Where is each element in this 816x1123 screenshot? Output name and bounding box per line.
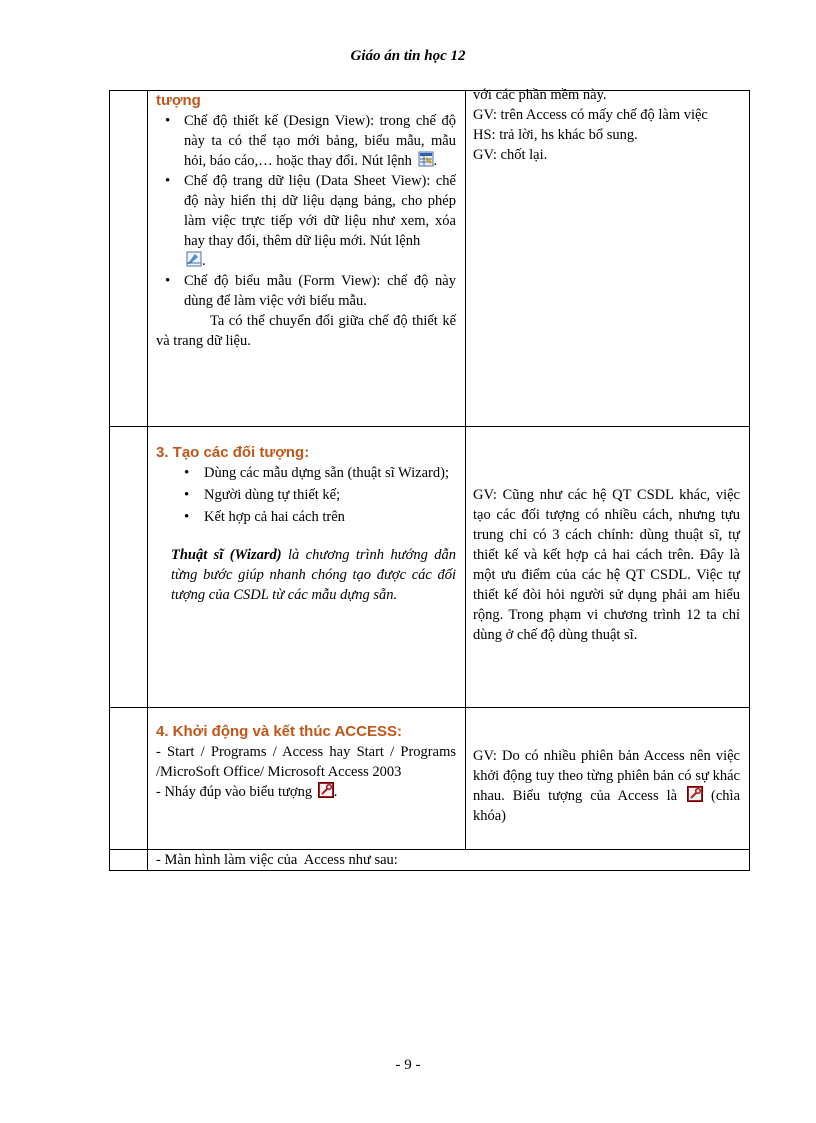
paragraph: - Nháy đúp vào biểu tượng . [156,784,338,800]
wizard-note: Thuật sĩ (Wizard) là chương trình hướng dẫn từng bước giúp nhanh chóng tạo được các đối tượng của CSDL từ các mẫu dựng sẵn. [171,547,456,603]
list-item: • Chế độ trang dữ liệu (Data Sheet View): chế độ này hiển thị dữ liệu dạng bảng, cho phép làm việc trực tiếp với dữ liệu như xem, xóa hay thay đổi, thêm dữ liệu mới. Nút lệnh . [184,171,456,271]
list-item: • Người dùng tự thiết kế; [204,485,456,505]
content-cell [148,91,466,427]
note-line: GV: chốt lại. [473,147,548,163]
teacher-note: GV: Do có nhiều phiên bản Access nên việc khởi động tuy theo từng phiên bản có sự khác nhau. Biểu tượng của Access là [473,748,740,804]
view-modes-list [156,111,456,311]
notes-cell: GV: Do có nhiều phiên bản Access nên việc khởi động tuy theo từng phiên bản có sự khác nhau. Biểu tượng của Access là (chìa khóa) [466,708,750,850]
table-row [110,91,750,427]
note-line: với các phần mềm này. [473,87,607,103]
content-cell [148,850,750,871]
list-item: • Chế độ biểu mẫu (Form View): chế độ này dùng để làm việc với biểu mẫu. [184,271,456,311]
table-row [110,850,750,871]
notes-cell [466,427,750,708]
content-cell [148,427,466,708]
list-item: • Dùng các mẫu dựng sẵn (thuật sĩ Wizard); [204,463,456,483]
page-number: - 9 - [395,1057,421,1073]
content-cell [148,708,466,850]
paragraph: - Màn hình làm việc của Access như sau: [156,852,398,868]
lesson-table [109,87,750,871]
note-line: GV: trên Access có mấy chế độ làm việc [473,107,708,123]
paragraph: Ta có thể chuyển đổi giữa chế độ thiết kế và trang dữ liệu. [156,313,456,349]
index-cell [110,708,148,850]
section-heading: 4. Khởi động và kết thúc ACCESS: [156,723,402,740]
index-cell [110,91,148,427]
table-row [110,427,750,708]
index-cell [110,850,148,871]
list-item: • Kết hợp cả hai cách trên [204,507,456,527]
page-header: Giáo án tin học 12 [350,48,466,64]
note-line: HS: trả lời, hs khác bổ sung. [473,127,638,143]
table-row [110,708,750,850]
section-heading: 3. Tạo các đối tượng: [156,444,310,461]
design-view-icon [418,151,434,167]
section-heading-continued: tượng [156,92,201,109]
index-cell [110,427,148,708]
create-methods-list [156,463,456,527]
teacher-note: GV: Cũng như các hệ QT CSDL khác, việc tạo các đối tượng có nhiều cách, nhưng tựu trung chỉ có 3 cách chính: dùng thuật sĩ, tự thiết kế và kết hợp cả hai cách trên. Đây là một ưu điểm của các hệ QT CSDL. Việc tự thiết kế đòi hỏi người sử dụng phải am hiểu rộng. Trong phạm vi chương trình 12 ta chỉ dùng ở chế độ dùng thuật sĩ. [473,487,740,643]
access-key-icon [318,782,334,798]
access-key-icon [687,786,703,802]
list-item: • Chế độ thiết kế (Design View): trong chế độ này ta có thể tạo mới bảng, biểu mẫu, mẫu hỏi, báo cáo,… hoặc thay đổi. Nút lệnh . [184,111,456,171]
notes-cell [466,87,750,427]
datasheet-view-icon [186,251,202,267]
paragraph: - Start / Programs / Access hay Start / Programs /MicroSoft Office/ Microsoft Access 2003 [156,744,456,780]
